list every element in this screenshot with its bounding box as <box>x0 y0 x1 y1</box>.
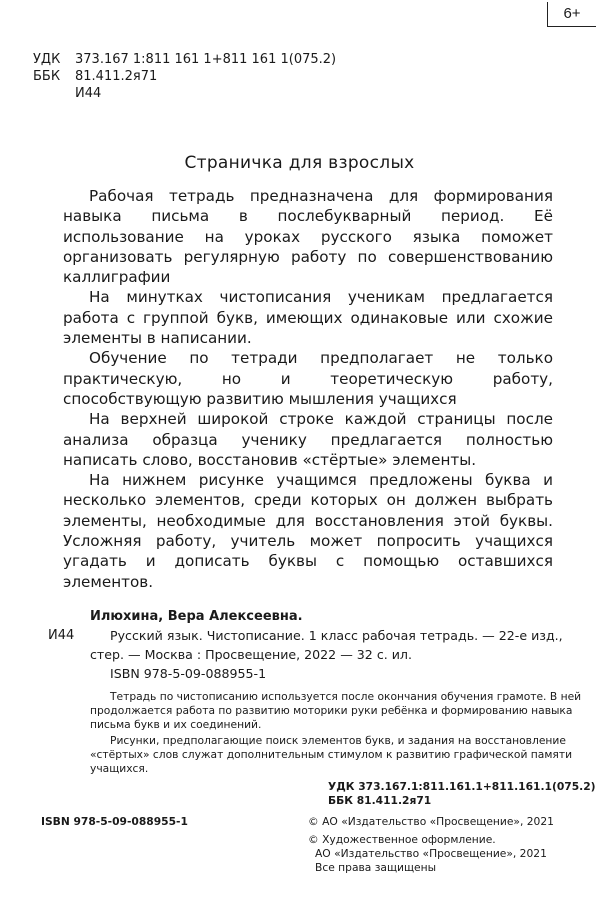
udk-label: УДК <box>33 52 61 67</box>
paragraph: На верхней широкой строке каждой страницы после анализа образца ученику предлагается полностью написать слово, восстановив «стёртые» элементы. <box>63 410 553 469</box>
copyright-2-line-1: © Художественное оформление. <box>308 833 496 846</box>
annotation-1-line-3: письма букв и их соединений. <box>90 718 262 731</box>
paragraph: Рабочая тетрадь предназначена для формирования навыка письма в послебукварный период. Её использование на уроках русского языка поможет организовать регулярную работу по совершенствованию каллиграфии <box>63 187 553 287</box>
card-isbn: ISBN 978-5-09-088955-1 <box>110 666 267 681</box>
author-mark: И44 <box>75 86 102 101</box>
footer-isbn: ISBN 978-5-09-088955-1 <box>41 815 188 828</box>
annotation-1-line-1: Тетрадь по чистописанию используется после окончания обучения грамоте. В ней <box>110 690 582 703</box>
bbk-label: ББК <box>33 69 61 84</box>
bbk-line <box>33 68 157 85</box>
copyright-2-line-2: АО «Издательство «Просвещение», 2021 <box>315 847 547 860</box>
annotation-2-line-2: «стёртых» слов служат дополнительным стимулом к развитию графической памяти <box>90 748 573 761</box>
rights-reserved: Все права защищены <box>315 861 437 874</box>
card-line-1: Русский язык. Чистописание. 1 класс рабочая тетрадь. — 22-е изд., <box>110 628 563 643</box>
copyright-1: © АО «Издательство «Просвещение», 2021 <box>308 815 554 828</box>
card-udk: УДК 373.167.1:811.161.1+811.161.1(075.2) <box>328 780 596 793</box>
udk-value: 373.167 1:811 161 1+811 161 1(075.2) <box>75 52 337 67</box>
udk-line <box>33 51 336 68</box>
annotation-1-line-2: продолжается работа по развитию моторики руки ребёнка и формированию навыка <box>90 704 573 717</box>
card-line-2: стер. — Москва : Просвещение, 2022 — 32 с. ил. <box>90 647 412 662</box>
page-title: Страничка для взрослых <box>184 153 415 173</box>
paragraph: На нижнем рисунке учащимся предложены буква и несколько элементов, среди которых он должен выбрать элементы, необходимые для восстановления этой буквы. Усложняя работу, учитель может попросить учащихся угадать и дописать буквы с помощью оставшихся элементов. <box>63 471 553 591</box>
annotation-2-line-3: учащихся. <box>90 762 149 775</box>
body-text <box>63 186 553 592</box>
card-author: Илюхина, Вера Алексеевна. <box>90 609 303 624</box>
bbk-value: 81.411.2я71 <box>75 69 158 84</box>
card-mark: И44 <box>48 628 75 643</box>
paragraph: Обучение по тетради предполагает не только практическую, но и теоретическую работу, способствующую развитию мышления учащихся <box>63 349 553 408</box>
paragraph: На минутках чистописания ученикам предлагается работа с группой букв, имеющих одинаковые или схожие элементы в написании. <box>63 288 553 348</box>
annotation-2-line-1: Рисунки, предполагающие поиск элементов букв, и задания на восстановление <box>110 734 566 747</box>
age-rating-badge: 6+ <box>547 2 596 27</box>
card-bbk: ББК 81.411.2я71 <box>328 794 432 807</box>
